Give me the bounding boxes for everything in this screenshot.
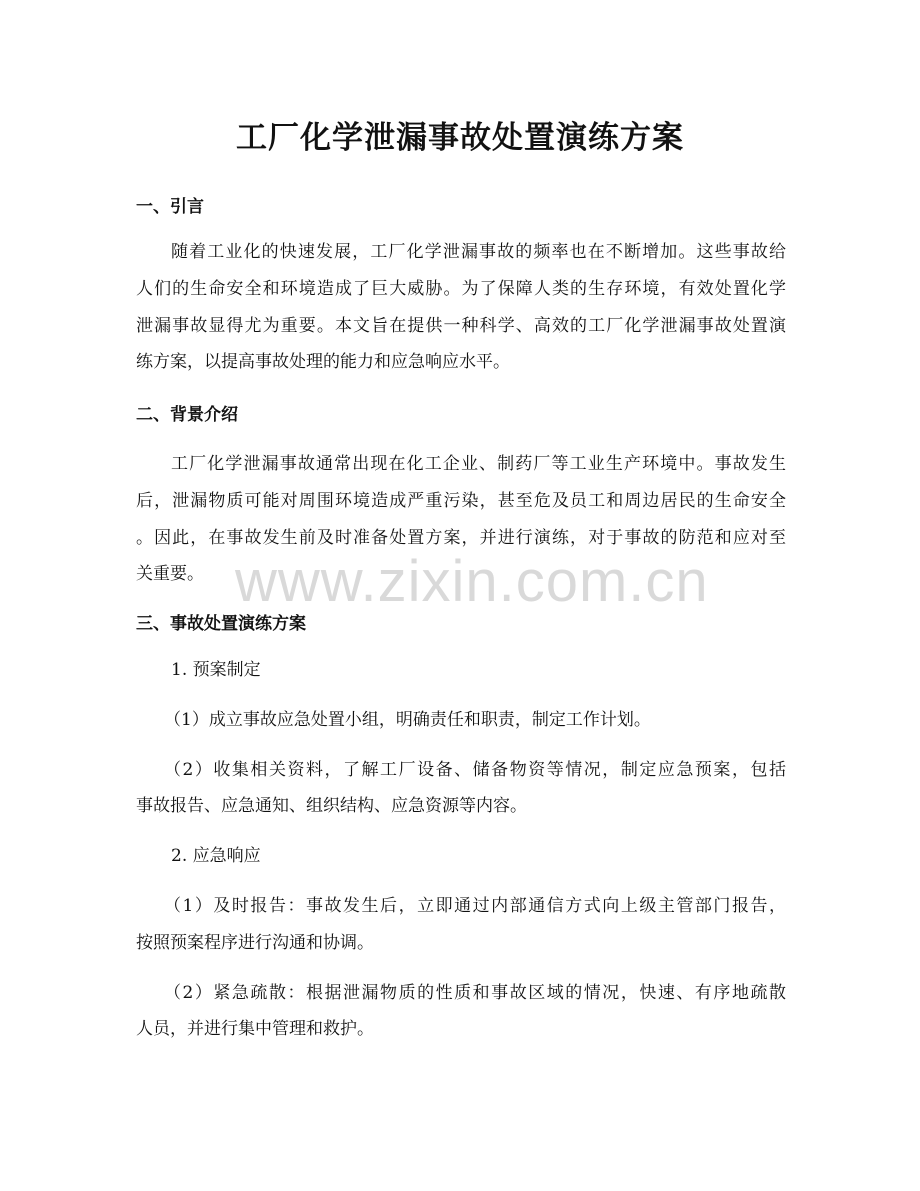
paragraph-line: 后，泄漏物质可能对周围环境造成严重污染，甚至危及员工和周边居民的生命安全	[136, 491, 786, 511]
list-item: （1）及时报告：事故发生后，立即通过内部通信方式向上级主管部门报告，	[164, 896, 786, 916]
watermark: www.zixin.com.cn	[235, 549, 709, 614]
paragraph-line: 泄漏事故显得尤为重要。本文旨在提供一种科学、高效的工厂化学泄漏事故处置演	[136, 316, 786, 336]
paragraph-line: 人们的生命安全和环境造成了巨大威胁。为了保障人类的生存环境，有效处置化学	[136, 279, 786, 299]
list-item: 人员，并进行集中管理和救护。	[136, 1019, 374, 1039]
list-item: （2）紧急疏散：根据泄漏物质的性质和事故区域的情况，快速、有序地疏散	[164, 983, 786, 1003]
list-item: （2）收集相关资料，了解工厂设备、储备物资等情况，制定应急预案，包括	[164, 760, 786, 780]
list-item: 事故报告、应急通知、组织结构、应急资源等内容。	[136, 796, 527, 816]
paragraph-line: 练方案，以提高事故处理的能力和应急响应水平。	[136, 352, 510, 372]
list-item: （1）成立事故应急处置小组，明确责任和职责，制定工作计划。	[164, 710, 651, 730]
paragraph-line: 工厂化学泄漏事故通常出现在化工企业、制药厂等工业生产环境中。事故发生	[171, 454, 786, 474]
list-item: 按照预案程序进行沟通和协调。	[136, 933, 374, 953]
paragraph-line: 随着工业化的快速发展，工厂化学泄漏事故的频率也在不断增加。这些事故给	[171, 242, 786, 262]
heading-background: 二、背景介绍	[136, 405, 238, 425]
heading-introduction: 一、引言	[136, 197, 204, 217]
subheading-response: 2. 应急响应	[171, 846, 261, 866]
page-title: 工厂化学泄漏事故处置演练方案	[236, 120, 684, 156]
heading-drill-plan: 三、事故处置演练方案	[136, 614, 306, 634]
paragraph-line: 关重要。	[136, 564, 204, 584]
paragraph-line: 。因此，在事故发生前及时准备处置方案，并进行演练，对于事故的防范和应对至	[136, 528, 786, 548]
subheading-plan: 1. 预案制定	[171, 660, 261, 680]
